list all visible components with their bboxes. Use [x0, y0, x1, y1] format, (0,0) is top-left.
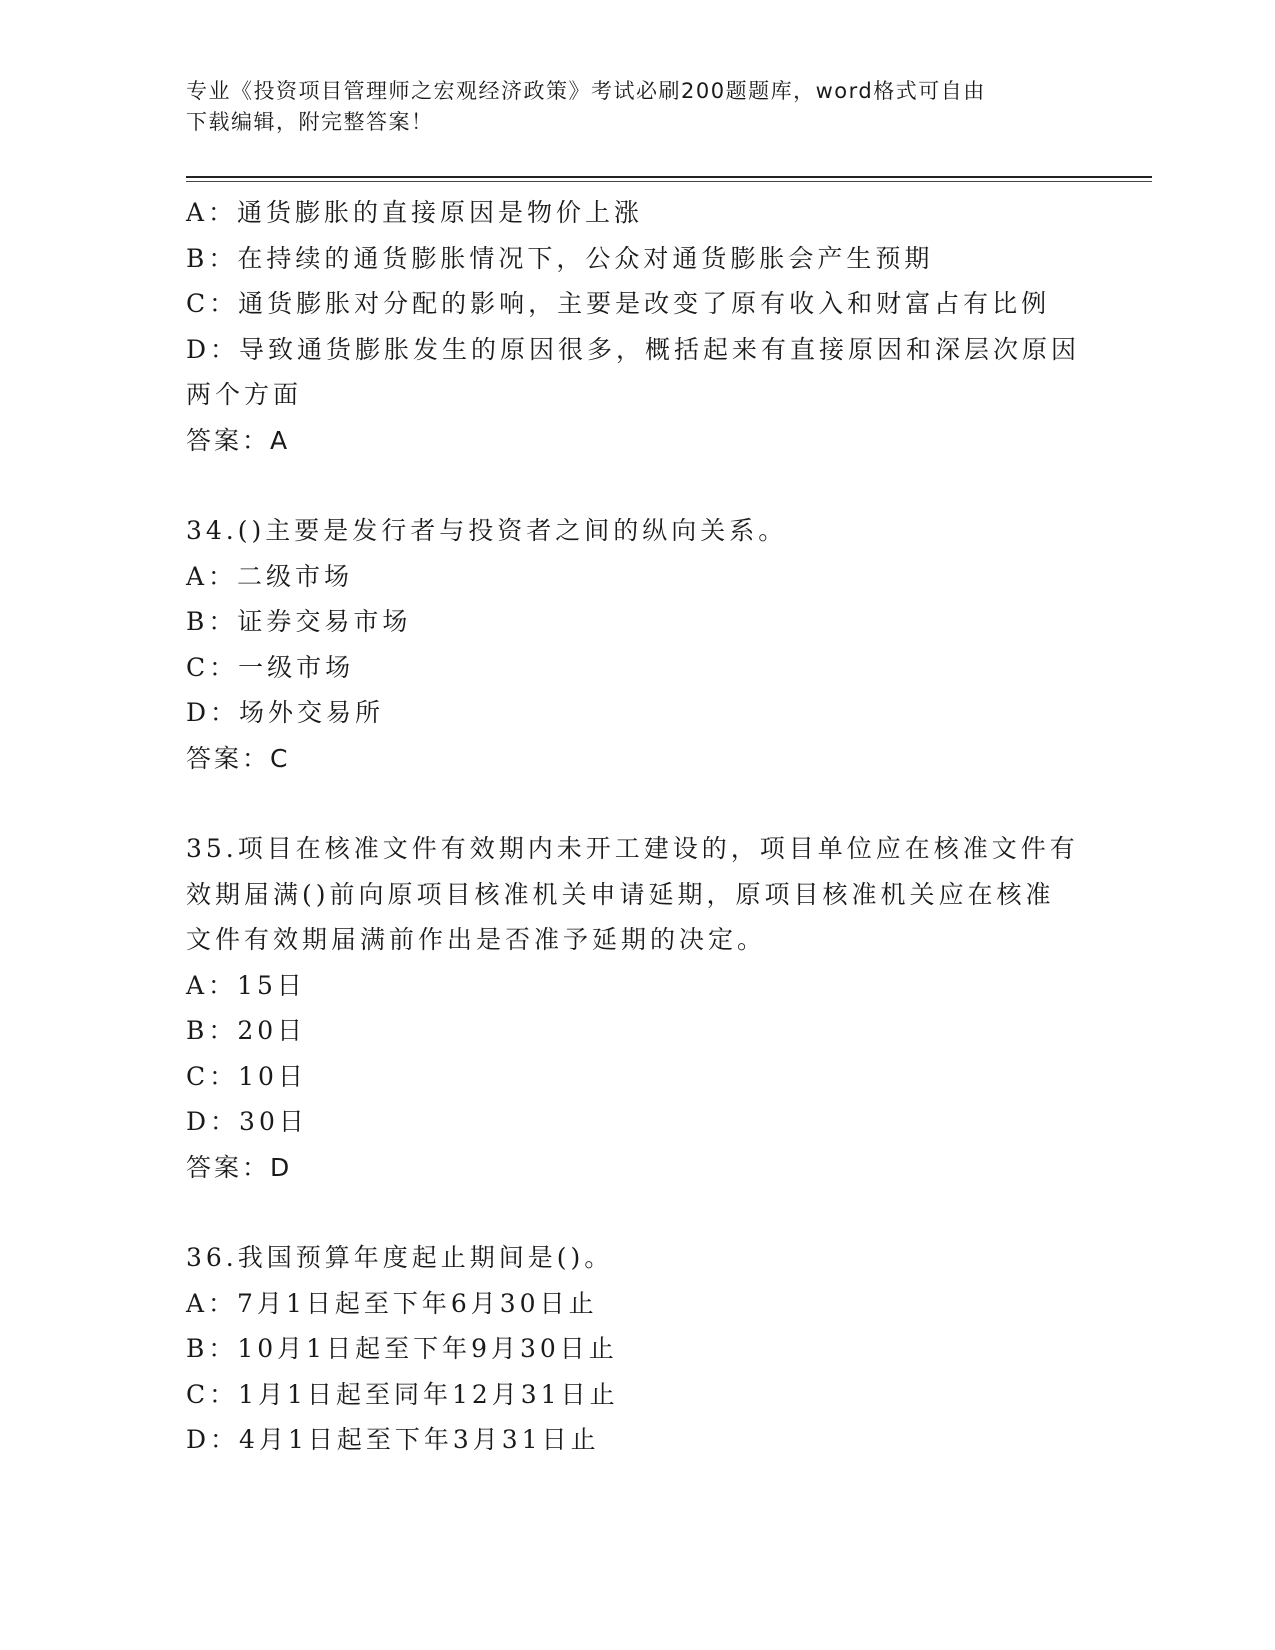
q34-option-c: C：一级市场 [186, 652, 355, 682]
q35-question-line-2: 效期届满()前向原项目核准机关申请延期，原项目核准机关应在核准 [186, 879, 1055, 909]
q36-option-c: C：1月1日起至同年12月31日止 [186, 1379, 619, 1409]
question-35-block [186, 826, 1079, 1190]
q34-question: 34.()主要是发行者与投资者之间的纵向关系。 [186, 516, 788, 545]
spacer [186, 1190, 1066, 1235]
header-divider-thick [186, 176, 1152, 178]
q36-option-a: A：7月1日起至下年6月30日止 [186, 1288, 598, 1318]
q33-option-d-line-1: D：导致通货膨胀发生的原因很多，概括起来有直接原因和深层次原因 [186, 334, 1081, 364]
q33-option-d-line-2: 两个方面 [186, 380, 303, 409]
q35-option-d: D：30日 [186, 1107, 308, 1136]
q34-option-d: D：场外交易所 [186, 698, 385, 727]
q33-option-a: A：通货膨胀的直接原因是物价上涨 [186, 198, 644, 227]
document-header [186, 76, 1086, 138]
q33-option-b: B：在持续的通货膨胀情况下，公众对通货膨胀会产生预期 [186, 243, 934, 273]
q35-option-b: B：20日 [186, 1016, 307, 1045]
q33-option-c: C：通货膨胀对分配的影响，主要是改变了原有收入和财富占有比例 [186, 289, 1051, 318]
q34-answer: 答案：C [186, 743, 291, 773]
question-34-block [186, 508, 1066, 781]
q35-answer: 答案：D [186, 1152, 293, 1182]
question-33-block [186, 190, 1081, 463]
q34-option-b: B：证券交易市场 [186, 607, 412, 636]
question-content [186, 190, 1081, 1463]
header-line-1: 专业《投资项目管理师之宏观经济政策》考试必刷200题题库，word格式可自由 [186, 79, 986, 103]
q35-option-a: A：15日 [186, 970, 306, 1000]
question-36-block [186, 1235, 1066, 1463]
q36-option-b: B：10月1日起至下年9月30日止 [186, 1334, 618, 1363]
q33-answer: 答案：A [186, 425, 291, 455]
q36-question: 36.我国预算年度起止期间是()。 [186, 1243, 614, 1272]
header-divider-thin [186, 181, 1152, 182]
spacer [186, 463, 1066, 508]
spacer [186, 781, 1066, 826]
q35-question-line-1: 35.项目在核准文件有效期内未开工建设的，项目单位应在核准文件有 [186, 834, 1079, 863]
q35-option-c: C：10日 [186, 1061, 307, 1091]
header-line-2: 下载编辑，附完整答案！ [186, 110, 434, 134]
q34-option-a: A：二级市场 [186, 561, 354, 591]
q36-option-d: D：4月1日起至下年3月31日止 [186, 1425, 600, 1454]
q35-question-line-3: 文件有效期届满前作出是否准予延期的决定。 [186, 925, 767, 954]
